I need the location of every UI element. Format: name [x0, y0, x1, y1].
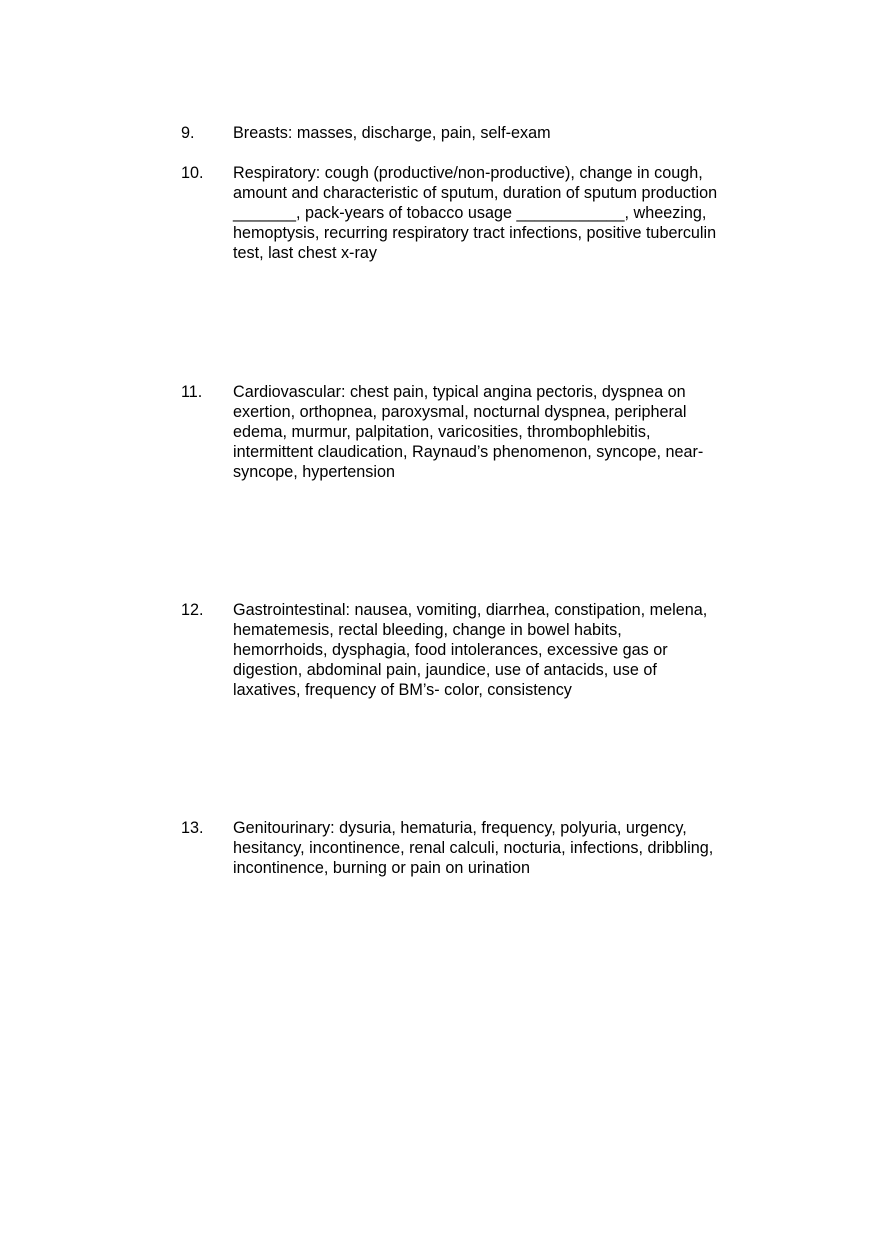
item-text-line: exertion, orthopnea, paroxysmal, nocturnal dyspnea, peripheral: [233, 403, 687, 421]
item-text-line: Respiratory: cough (productive/non-productive), change in cough,: [233, 164, 703, 182]
item-number: 9.: [181, 124, 195, 142]
item-text-line: incontinence, burning or pain on urination: [233, 859, 530, 877]
item-text-line: hesitancy, incontinence, renal calculi, nocturia, infections, dribbling,: [233, 839, 714, 857]
item-text-line: edema, murmur, palpitation, varicosities, thrombophlebitis,: [233, 423, 651, 441]
item-number: 10.: [181, 164, 204, 182]
item-text-line: _______, pack-years of tobacco usage ____________, wheezing,: [233, 204, 707, 222]
item-text-line: intermittent claudication, Raynaud’s phenomenon, syncope, near-: [233, 443, 704, 461]
item-number: 12.: [181, 601, 204, 619]
item-number: 13.: [181, 819, 204, 837]
item-number: 11.: [181, 383, 203, 401]
item-text-line: Genitourinary: dysuria, hematuria, frequency, polyuria, urgency,: [233, 819, 687, 837]
item-text-line: Breasts: masses, discharge, pain, self-exam: [233, 124, 551, 142]
item-text-line: hemorrhoids, dysphagia, food intolerances, excessive gas or: [233, 641, 668, 659]
item-text-line: syncope, hypertension: [233, 463, 395, 481]
item-text-line: digestion, abdominal pain, jaundice, use of antacids, use of: [233, 661, 657, 679]
item-text-line: Cardiovascular: chest pain, typical angina pectoris, dyspnea on: [233, 383, 686, 401]
item-text-line: hemoptysis, recurring respiratory tract infections, positive tuberculin: [233, 224, 717, 242]
item-text-line: amount and characteristic of sputum, duration of sputum production: [233, 184, 718, 202]
item-text-line: laxatives, frequency of BM’s- color, consistency: [233, 681, 572, 699]
item-text-line: Gastrointestinal: nausea, vomiting, diarrhea, constipation, melena,: [233, 601, 708, 619]
item-text-line: hematemesis, rectal bleeding, change in bowel habits,: [233, 621, 622, 639]
item-text-line: test, last chest x-ray: [233, 244, 377, 262]
